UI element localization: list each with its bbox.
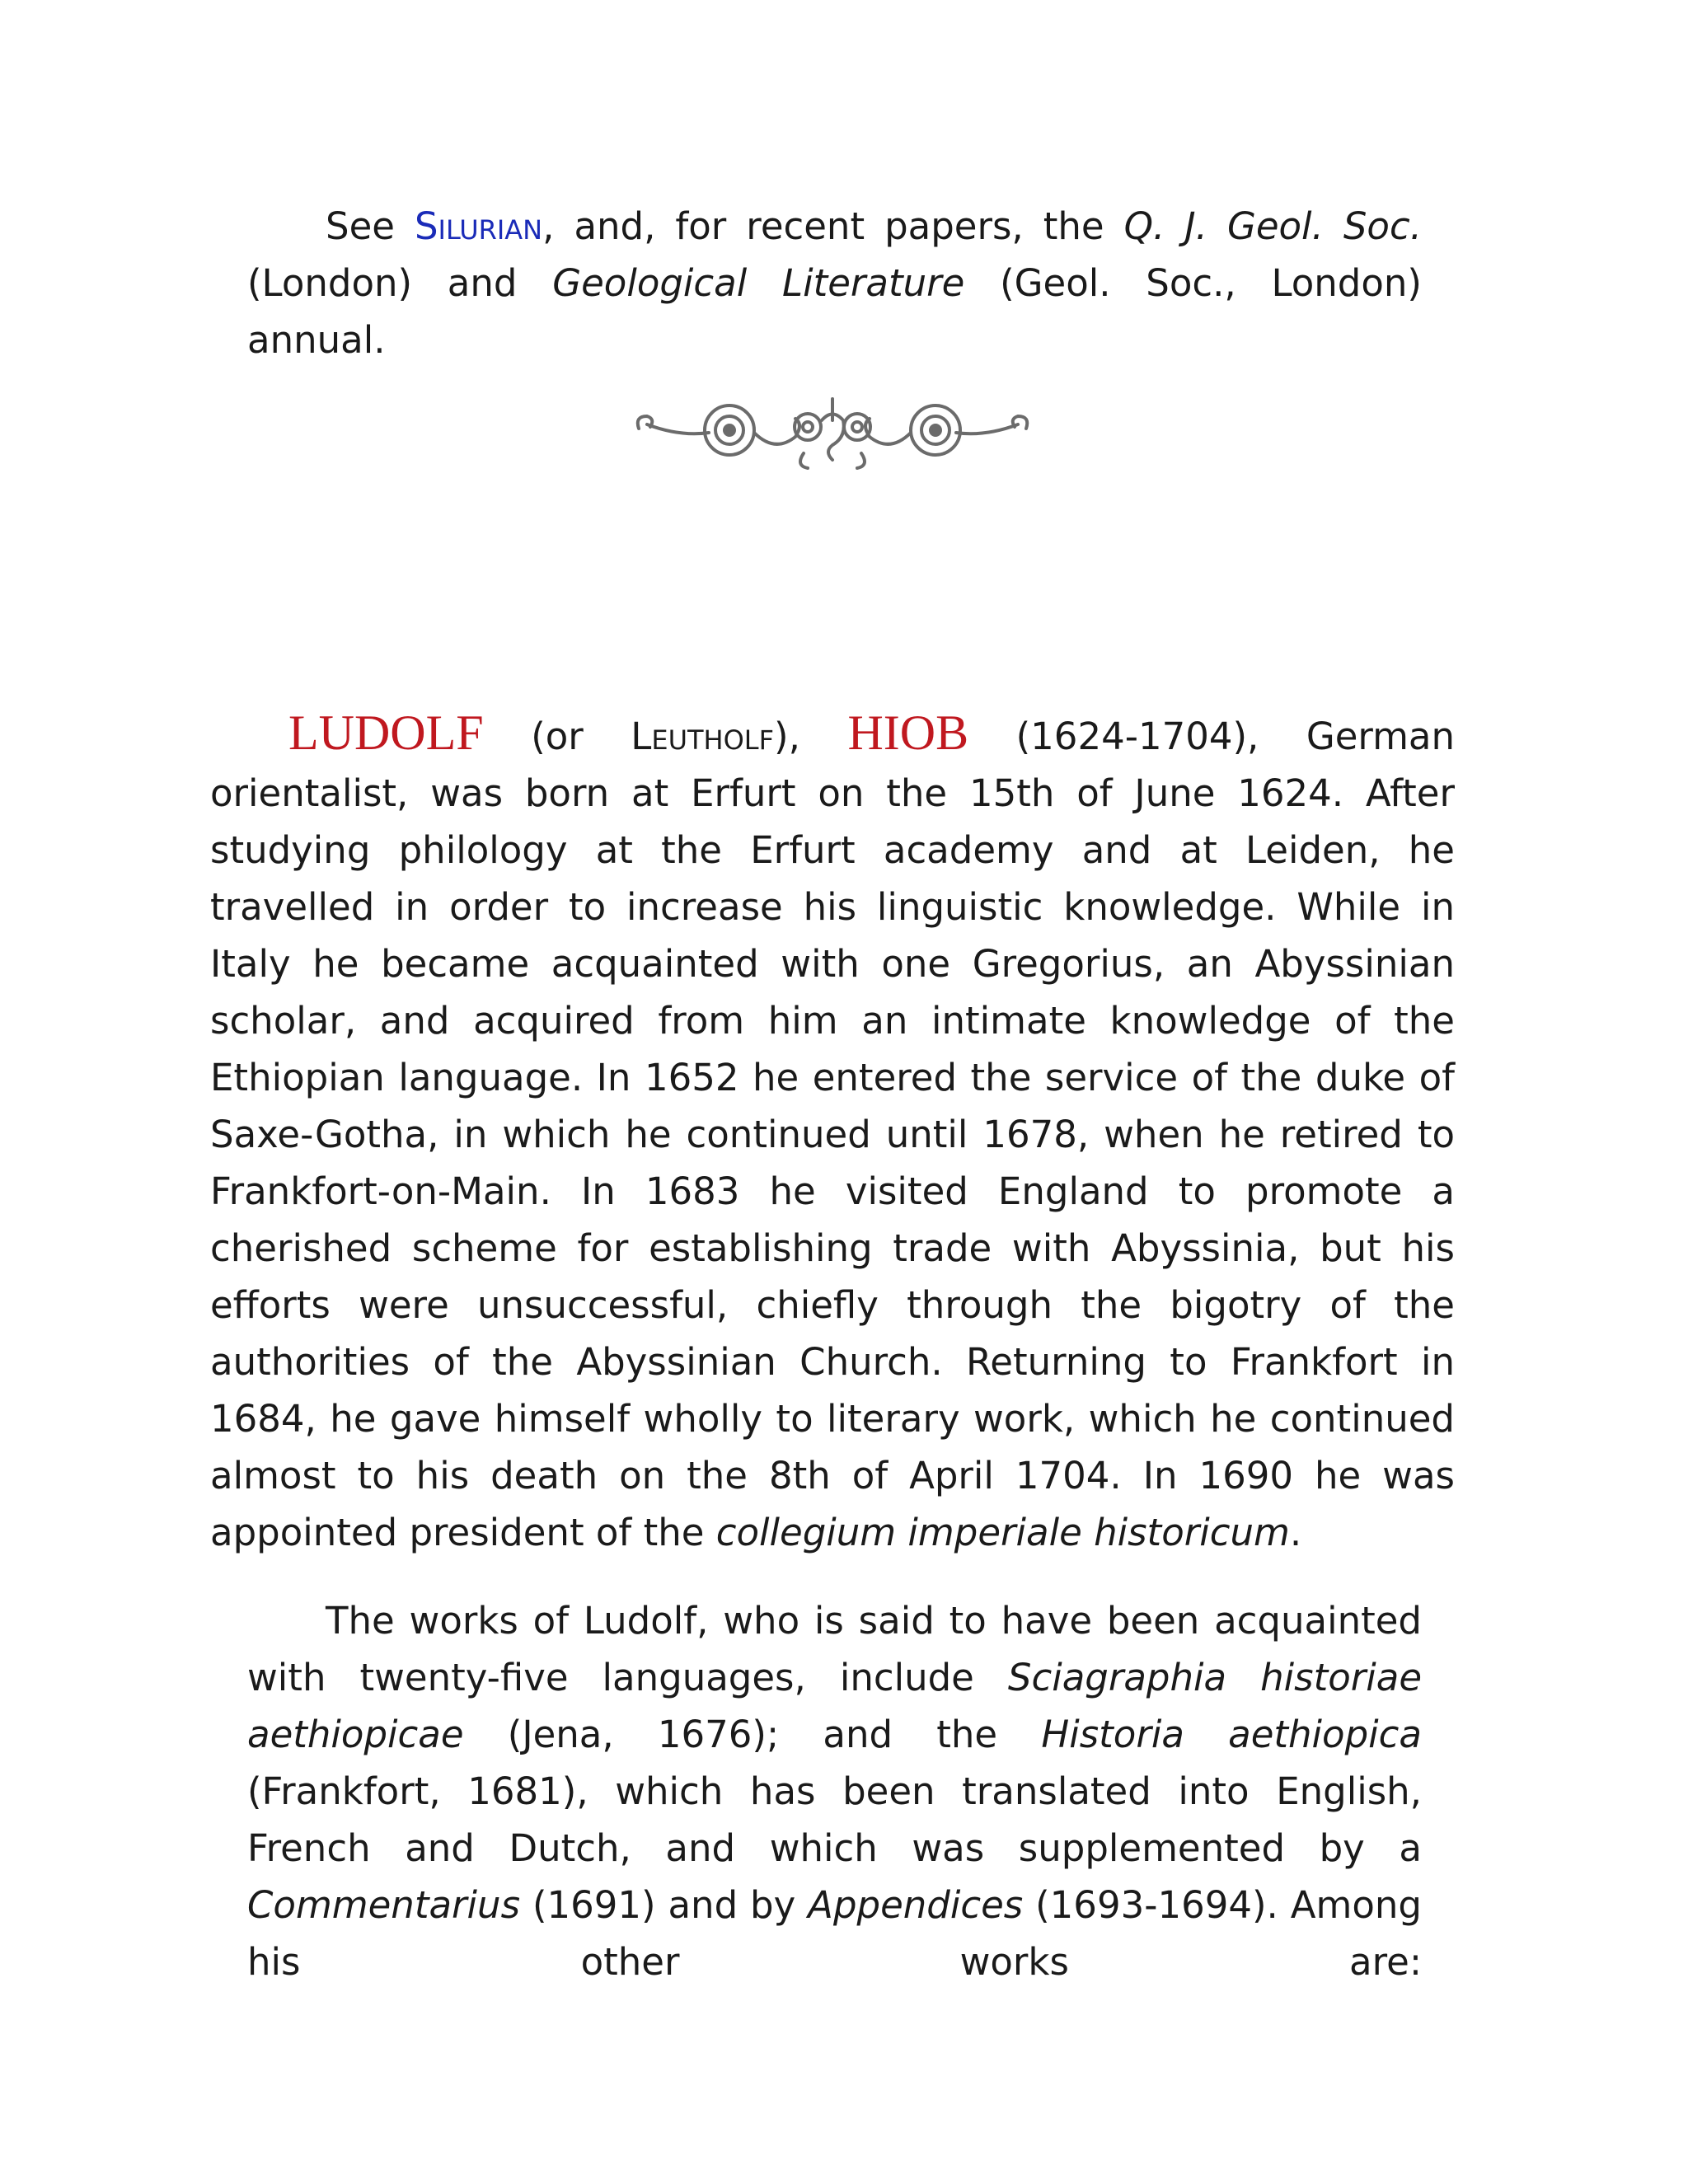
article-body-end: . <box>1289 1511 1302 1554</box>
works-title-1: Sciagraphia historiae aethiopicae <box>247 1656 1423 1756</box>
article-body: (1624-1704), German orientalist, was born at Erfurt on the 15th of June 1624. After studying philology at the Erfurt academy and at Leiden, he travelled in order to increase his linguistic knowledge. While in Italy he became acquainted with one Gregorius, an Abyssinian scholar, and acquired from him an intimate knowledge of the Ethiopian language. In 1652 he entered the service of the duke of Saxe-Gotha, in which he continued until 1678, when he retired to Frankfort-on-Main. In 1683 he visited England to promote a cherished scheme for establishing trade with Abyssinia, but his efforts were unsuccessful, chiefly through the bigotry of the authorities of the Abyssinian Church. Returning to Frankfort in 1684, he gave himself wholly to literary work, which he continued almost to his death on the 8th of April 1704. In 1690 he was appointed president of the <box>210 715 1456 1554</box>
scroll-ornament-icon <box>631 387 1034 474</box>
see-text: See <box>326 204 395 248</box>
previous-article-tail <box>247 198 1422 368</box>
alt-open: (or <box>531 715 584 758</box>
alt-close: ), <box>774 715 800 758</box>
works-title-3: Commentarius <box>247 1883 521 1927</box>
mid-text: (London) and <box>247 261 518 305</box>
works-text-3: (Frankfort, 1681), which has been translated into English, French and Dutch, and which was supplemented by a <box>247 1769 1422 1870</box>
works-title-4: Appendices <box>808 1883 1024 1927</box>
works-text-1: The works of Ludolf, who is said to have been acquainted with twenty-five languages, include <box>247 1599 1422 1699</box>
works-title-2: Historia aethiopica <box>1041 1713 1422 1756</box>
ludolf-article <box>210 705 1455 1561</box>
works-text-2: (Jena, 1676); and the <box>507 1713 998 1756</box>
alt-name: Leutholf <box>631 715 775 758</box>
after-link-text: , and, for recent papers, the <box>542 204 1104 248</box>
ludolf-works-paragraph <box>247 1592 1422 1990</box>
end-text: (Geol. Soc., London) annual. <box>247 261 1422 362</box>
article-forename: HIOB <box>847 705 969 760</box>
collegium-title: collegium imperiale historicum <box>715 1511 1290 1554</box>
silurian-link[interactable]: Silurian <box>414 204 543 248</box>
works-text-4: (1691) and by <box>532 1883 796 1927</box>
works-text-5: (1693-1694). Among his other works are: <box>247 1883 1422 1984</box>
article-headword: LUDOLF <box>288 705 484 760</box>
journal-title: Q. J. Geol. Soc. <box>1123 204 1422 248</box>
book-title: Geological Literature <box>552 261 965 305</box>
